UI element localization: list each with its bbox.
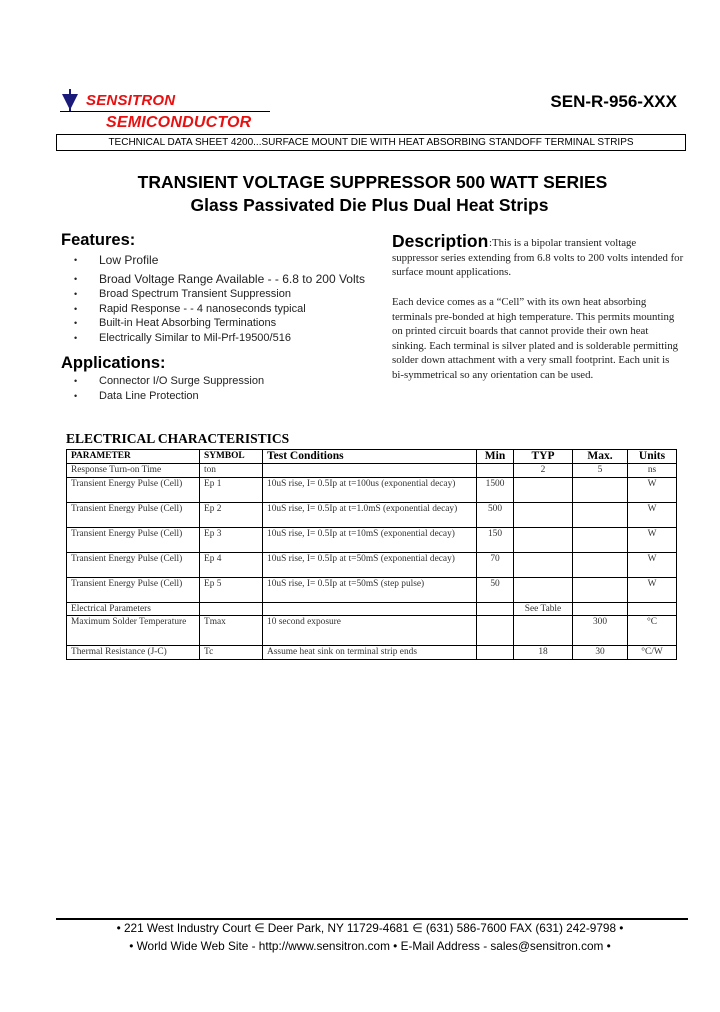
cell-parameter: Thermal Resistance (J-C) xyxy=(67,646,200,660)
cell-conditions: 10uS rise, I= 0.5Ip at t=50mS (step pulse) xyxy=(263,577,477,602)
table-row xyxy=(67,602,677,616)
cell-units: °C xyxy=(628,616,677,646)
cell-max xyxy=(573,502,628,527)
cell-min: 70 xyxy=(477,552,514,577)
cell-parameter: Maximum Solder Temperature xyxy=(67,616,200,646)
col-header-test-conditions: Test Conditions xyxy=(263,450,477,464)
electrical-characteristics-title: ELECTRICAL CHARACTERISTICS xyxy=(66,431,290,446)
cell-conditions: 10uS rise, I= 0.5Ip at t=100us (exponential decay) xyxy=(263,477,477,502)
cell-symbol: Ep 1 xyxy=(200,477,263,502)
table-row xyxy=(67,552,677,577)
footer-divider xyxy=(56,918,688,920)
cell-units: °C/W xyxy=(628,646,677,660)
cell-symbol: Ep 2 xyxy=(200,502,263,527)
cell-max: 30 xyxy=(573,646,628,660)
cell-min: 150 xyxy=(477,527,514,552)
cell-max: 300 xyxy=(573,616,628,646)
cell-typ xyxy=(514,552,573,577)
feature-item: • Electrically Similar to Mil-Prf-19500/516 xyxy=(61,331,365,346)
logo-text-sensitron: SENSITRON xyxy=(86,92,176,109)
cell-symbol: Tc xyxy=(200,646,263,660)
feature-item: • Low Profile xyxy=(61,252,365,271)
cell-symbol xyxy=(200,602,263,616)
cell-units: W xyxy=(628,502,677,527)
table-row xyxy=(67,616,677,646)
cell-conditions xyxy=(263,602,477,616)
logo-text-semiconductor: SEMICONDUCTOR xyxy=(106,114,252,131)
datasheet-banner: TECHNICAL DATA SHEET 4200...SURFACE MOUNT DIE WITH HEAT ABSORBING STANDOFF TERMINAL STRIPS xyxy=(56,134,686,151)
cell-max xyxy=(573,577,628,602)
cell-conditions: 10 second exposure xyxy=(263,616,477,646)
cell-conditions xyxy=(263,463,477,477)
table-row xyxy=(67,577,677,602)
col-header-units: Units xyxy=(628,450,677,464)
cell-parameter: Transient Energy Pulse (Cell) xyxy=(67,577,200,602)
cell-typ xyxy=(514,577,573,602)
cell-conditions: 10uS rise, I= 0.5Ip at t=1.0mS (exponential decay) xyxy=(263,502,477,527)
cell-max: 5 xyxy=(573,463,628,477)
cell-conditions: 10uS rise, I= 0.5Ip at t=10mS (exponential decay) xyxy=(263,527,477,552)
application-item: • Connector I/O Surge Suppression xyxy=(61,374,264,389)
cell-parameter: Response Turn-on Time xyxy=(67,463,200,477)
cell-parameter: Transient Energy Pulse (Cell) xyxy=(67,527,200,552)
cell-parameter: Transient Energy Pulse (Cell) xyxy=(67,552,200,577)
cell-units: W xyxy=(628,552,677,577)
table-row xyxy=(67,527,677,552)
cell-max xyxy=(573,602,628,616)
cell-typ xyxy=(514,477,573,502)
cell-min xyxy=(477,646,514,660)
cell-typ xyxy=(514,502,573,527)
feature-item: • Broad Spectrum Transient Suppression xyxy=(61,287,365,302)
applications-list xyxy=(61,374,264,403)
cell-units: ns xyxy=(628,463,677,477)
cell-min: 50 xyxy=(477,577,514,602)
cell-conditions: 10uS rise, I= 0.5Ip at t=50mS (exponential decay) xyxy=(263,552,477,577)
cell-symbol: Ep 3 xyxy=(200,527,263,552)
page-subtitle: Glass Passivated Die Plus Dual Heat Strips xyxy=(190,195,549,215)
down-triangle-diode-icon xyxy=(62,94,78,110)
cell-symbol: ton xyxy=(200,463,263,477)
page-title: TRANSIENT VOLTAGE SUPPRESSOR 500 WATT SERIES xyxy=(137,172,608,192)
table-header-row xyxy=(67,450,677,464)
logo-underline xyxy=(60,111,270,112)
cell-typ xyxy=(514,527,573,552)
col-header-max: Max. xyxy=(573,450,628,464)
feature-item: • Broad Voltage Range Available - - 6.8 to 200 Volts xyxy=(61,271,365,287)
cell-units: W xyxy=(628,477,677,502)
cell-max xyxy=(573,477,628,502)
col-header-min: Min xyxy=(477,450,514,464)
cell-typ: See Table xyxy=(514,602,573,616)
description-paragraph: Each device comes as a “Cell” with its own heat absorbing terminals pre-bonded at high temperature. This permits mounting on printed circuit boards that cannot provide their own heat sinking. Each terminal is silver plated and is solderable permitting solder down attachment with a very small footprint. Each unit is bi-symmetrical so any orientation can be used. xyxy=(392,296,679,381)
features-list xyxy=(61,252,365,345)
cell-min xyxy=(477,616,514,646)
feature-item: • Built-in Heat Absorbing Terminations xyxy=(61,316,365,331)
footer-address: • 221 West Industry Court ∈ Deer Park, NY 11729-4681 ∈ (631) 586-7600 FAX (631) 242-9798 • xyxy=(116,921,624,935)
col-header-typ: TYP xyxy=(514,450,573,464)
cell-typ xyxy=(514,616,573,646)
cell-units xyxy=(628,602,677,616)
part-number: SEN-R-956-XXX xyxy=(550,92,677,111)
cell-symbol: Ep 4 xyxy=(200,552,263,577)
table-row xyxy=(67,502,677,527)
col-header-parameter: PARAMETER xyxy=(67,450,200,464)
cell-typ: 18 xyxy=(514,646,573,660)
cell-max xyxy=(573,552,628,577)
cell-min: 500 xyxy=(477,502,514,527)
features-heading: Features: xyxy=(61,231,136,249)
cell-units: W xyxy=(628,527,677,552)
feature-item: • Rapid Response - - 4 nanoseconds typical xyxy=(61,302,365,317)
description-lead: :This is a bipolar transient voltage suppressor series extending from 6.8 volts to 200 volts intended for surface mount applications. xyxy=(392,237,684,278)
cell-parameter: Electrical Parameters xyxy=(67,602,200,616)
cell-units: W xyxy=(628,577,677,602)
col-header-symbol: SYMBOL xyxy=(200,450,263,464)
footer-web-contact: • World Wide Web Site - http://www.sensitron.com • E-Mail Address - sales@sensitron.com • xyxy=(129,939,611,953)
description-heading: Description xyxy=(392,231,489,251)
application-item: • Data Line Protection xyxy=(61,389,264,404)
cell-conditions: Assume heat sink on terminal strip ends xyxy=(263,646,477,660)
table-row xyxy=(67,463,677,477)
cell-min xyxy=(477,463,514,477)
cell-parameter: Transient Energy Pulse (Cell) xyxy=(67,477,200,502)
cell-max xyxy=(573,527,628,552)
cell-min xyxy=(477,602,514,616)
electrical-characteristics-table xyxy=(66,449,677,660)
table-row xyxy=(67,646,677,660)
table-row xyxy=(67,477,677,502)
cell-symbol: Tmax xyxy=(200,616,263,646)
applications-heading: Applications: xyxy=(61,354,166,372)
cell-min: 1500 xyxy=(477,477,514,502)
cell-symbol: Ep 5 xyxy=(200,577,263,602)
cell-typ: 2 xyxy=(514,463,573,477)
cell-parameter: Transient Energy Pulse (Cell) xyxy=(67,502,200,527)
